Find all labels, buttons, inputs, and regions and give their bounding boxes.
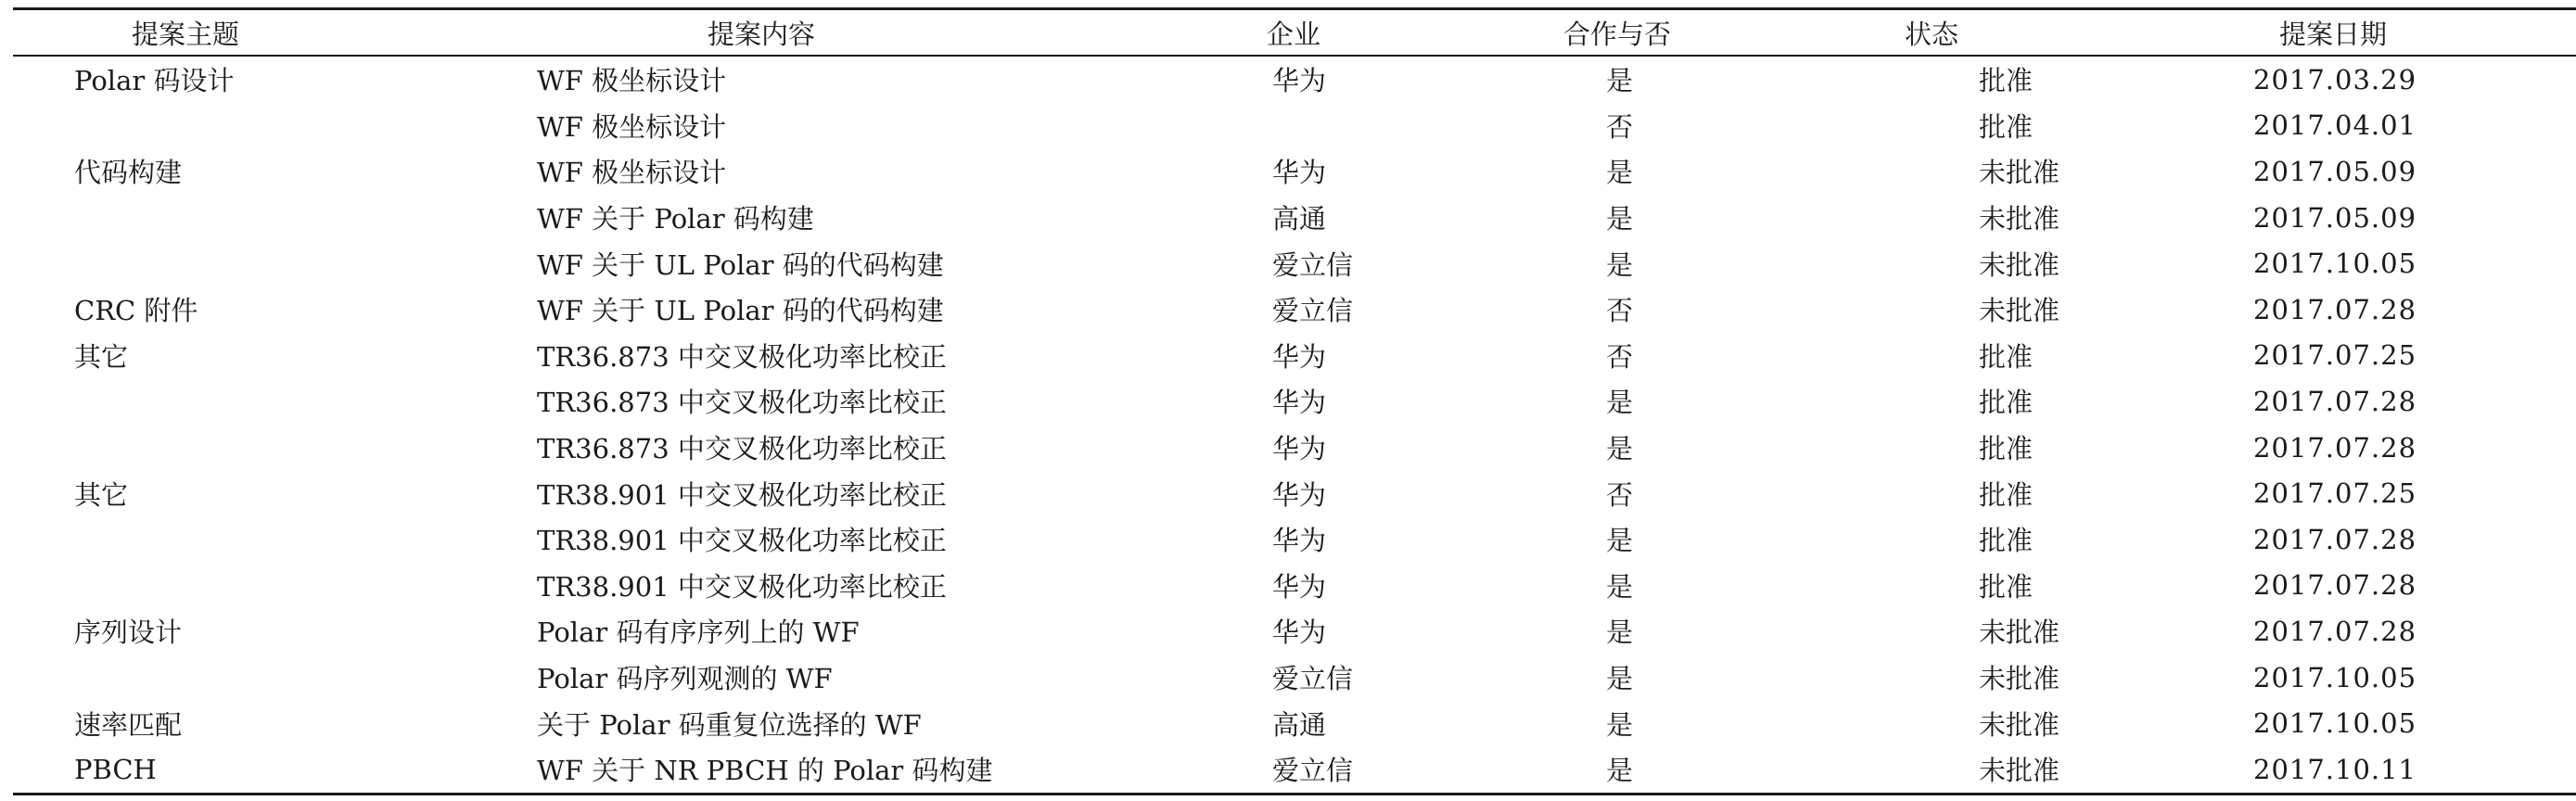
table-row (13, 470, 2576, 516)
cell-company: 爱立信 (1272, 248, 1354, 281)
cell-company: 华为 (1272, 340, 1327, 373)
cell-company: 华为 (1272, 478, 1327, 511)
cell-date: 2017.07.28 (2253, 523, 2417, 555)
cell-company: 爱立信 (1165, 746, 1480, 794)
header-row (13, 9, 2576, 57)
cell-cooperation: 是 (1606, 570, 1634, 603)
cell-content: TR38.901 中交叉极化功率比校正 (537, 478, 947, 511)
cell-topic: 序列设计 (74, 617, 183, 649)
table-row (13, 700, 2576, 746)
cell-topic: 其它 (74, 340, 129, 373)
cell-topic: 代码构建 (74, 157, 183, 189)
cell-company (1165, 103, 1480, 149)
cell-date: 2017.10.05 (2253, 248, 2417, 280)
cell-cooperation: 是 (1606, 387, 1634, 419)
cell-status: 批准 (1979, 65, 2034, 97)
cell-status: 未批准 (1979, 248, 2060, 281)
table-row (13, 516, 2576, 563)
cell-company: 爱立信 (1272, 295, 1354, 327)
cell-cooperation: 是 (1606, 203, 1634, 235)
cell-cooperation: 否 (1606, 295, 1634, 327)
table-row (13, 333, 2576, 379)
cell-content: WF 关于 NR PBCH 的 Polar 码构建 (469, 746, 1165, 794)
proposal-table (13, 7, 2576, 795)
table-row (13, 563, 2576, 609)
cell-date: 2017.03.29 (2253, 63, 2417, 95)
cell-cooperation: 是 (1606, 617, 1634, 649)
header-content: 提案内容 (469, 9, 1165, 57)
cell-topic: PBCH (13, 746, 469, 794)
cell-date: 2017.05.09 (2253, 201, 2417, 234)
cell-company: 爱立信 (1272, 663, 1354, 695)
table-row (13, 56, 2576, 103)
cell-date: 2017.07.28 (2253, 615, 2417, 647)
cell-date: 2017.07.28 (2253, 293, 2417, 325)
cell-topic: 其它 (74, 478, 129, 511)
cell-status: 未批准 (1766, 746, 2118, 794)
cell-status: 批准 (1979, 478, 2034, 511)
header-date: 提案日期 (2118, 9, 2576, 57)
cell-cooperation: 否 (1606, 340, 1634, 373)
cell-status: 未批准 (1979, 617, 2060, 649)
cell-topic: Polar 码设计 (74, 65, 235, 97)
cell-company: 华为 (1272, 525, 1327, 557)
proposal-table-container (13, 7, 2417, 795)
cell-cooperation: 是 (1606, 248, 1634, 281)
cell-date: 2017.05.09 (2253, 155, 2417, 187)
cell-date: 2017.07.25 (2253, 339, 2417, 372)
cell-company: 高通 (1272, 708, 1327, 741)
cell-status: 批准 (1979, 340, 2034, 373)
cell-status: 未批准 (1979, 203, 2060, 235)
cell-cooperation: 是 (1606, 708, 1634, 741)
cell-date: 2017.07.28 (2253, 431, 2417, 464)
cell-status: 批准 (1979, 387, 2034, 419)
table-header (13, 9, 2576, 57)
cell-topic (13, 563, 469, 609)
cell-cooperation: 是 (1606, 663, 1634, 695)
cell-company: 华为 (1272, 157, 1327, 189)
cell-content: WF 极坐标设计 (537, 65, 727, 97)
cell-company: 华为 (1272, 65, 1327, 97)
cell-status: 批准 (1979, 433, 2034, 465)
cell-company: 高通 (1272, 203, 1327, 235)
cell-company: 华为 (1272, 570, 1327, 603)
table-row (13, 608, 2576, 655)
table-row (13, 746, 2576, 794)
table-row (13, 240, 2576, 286)
cell-status: 批准 (1979, 110, 2034, 143)
cell-status: 未批准 (1979, 708, 2060, 741)
cell-cooperation: 是 (1606, 525, 1634, 557)
cell-content: 关于 Polar 码重复位选择的 WF (537, 708, 922, 741)
cell-status: 未批准 (1979, 295, 2060, 327)
table-row (13, 103, 2576, 149)
table-row (13, 425, 2576, 471)
cell-cooperation: 是 (1606, 65, 1634, 97)
table-row (13, 655, 2576, 701)
cell-company: 华为 (1272, 433, 1327, 465)
cell-date: 2017.07.28 (2253, 385, 2417, 417)
header-status: 状态 (1766, 9, 2118, 57)
cell-company: 华为 (1272, 387, 1327, 419)
cell-status: 未批准 (1979, 663, 2060, 695)
cell-content: TR36.873 中交叉极化功率比校正 (537, 340, 947, 373)
table-body (13, 56, 2576, 794)
cell-topic (13, 516, 469, 563)
cell-status: 未批准 (1979, 157, 2060, 189)
cell-cooperation: 是 (1480, 746, 1766, 794)
cell-topic (13, 240, 469, 286)
cell-content: Polar 码有序序列上的 WF (537, 617, 860, 649)
table-row (13, 378, 2576, 425)
cell-status: 批准 (1979, 525, 2034, 557)
cell-status: 批准 (1979, 570, 2034, 603)
cell-content: WF 关于 Polar 码构建 (537, 203, 814, 235)
cell-cooperation: 否 (1606, 110, 1634, 143)
cell-content: TR38.901 中交叉极化功率比校正 (537, 525, 947, 557)
cell-date: 2017.10.11 (2118, 746, 2576, 794)
cell-date: 2017.04.01 (2253, 109, 2417, 142)
cell-topic (13, 655, 469, 701)
cell-topic (13, 195, 469, 241)
cell-content: Polar 码序列观测的 WF (537, 663, 833, 695)
cell-topic (13, 103, 469, 149)
cell-content: TR36.873 中交叉极化功率比校正 (537, 433, 947, 465)
cell-topic: 速率匹配 (74, 708, 183, 741)
cell-content: TR36.873 中交叉极化功率比校正 (537, 387, 947, 419)
header-company: 企业 (1165, 9, 1480, 57)
cell-topic (13, 425, 469, 471)
cell-date: 2017.07.28 (2253, 569, 2417, 602)
cell-content: WF 关于 UL Polar 码的代码构建 (537, 248, 944, 281)
cell-date: 2017.10.05 (2253, 707, 2417, 740)
cell-content: WF 极坐标设计 (537, 157, 727, 189)
header-topic: 提案主题 (13, 9, 469, 57)
cell-cooperation: 否 (1606, 478, 1634, 511)
cell-cooperation: 是 (1606, 157, 1634, 189)
cell-content: TR38.901 中交叉极化功率比校正 (537, 570, 947, 603)
cell-topic (13, 378, 469, 425)
cell-content: WF 极坐标设计 (537, 110, 727, 143)
table-row (13, 286, 2576, 333)
table-row (13, 148, 2576, 195)
cell-content: WF 关于 UL Polar 码的代码构建 (537, 295, 944, 327)
header-cooperation: 合作与否 (1480, 9, 1766, 57)
table-row (13, 195, 2576, 241)
cell-cooperation: 是 (1606, 433, 1634, 465)
cell-date: 2017.07.25 (2253, 477, 2417, 510)
cell-topic: CRC 附件 (74, 295, 198, 327)
cell-company: 华为 (1272, 617, 1327, 649)
cell-date: 2017.10.05 (2253, 661, 2417, 693)
